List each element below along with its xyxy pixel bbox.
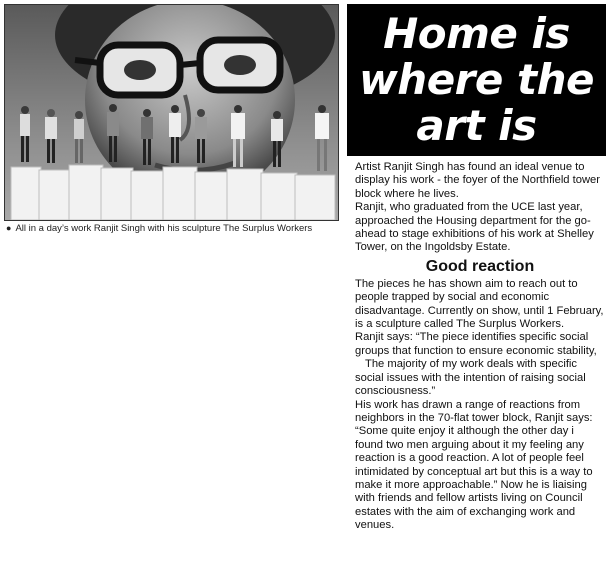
headline-line-2: where the: [359, 55, 594, 104]
body-paragraph-1: The pieces he has shown aim to reach out to people trapped by social and economic disadvantage. Currently on show, until 1 February, is a sculpture called The Surplus Workers.: [355, 277, 604, 331]
caption-text: All in a day’s work Ranjit Singh with his sculpture The Surplus Workers: [15, 223, 313, 234]
intro-paragraph-2: Ranjit, who graduated from the UCE last year, approached the Housing department for the go-ahead to stage exhibitions of his work at Shelley Tower, on the Ingoldsby Estate.: [355, 201, 594, 254]
section-subhead: Good reaction: [425, 257, 535, 275]
headline-box: [347, 4, 606, 156]
intro-paragraph-1: Artist Ranjit Singh has found an ideal venue to display his work - the foyer of the Northfield tower block where he lives.: [355, 161, 600, 200]
article-body: [355, 161, 605, 533]
caption-bullet-icon: ●: [6, 223, 12, 233]
body-paragraph-4: His work has drawn a range of reactions from neighbors in the 70-flat tower block, Ranjit says: “Some quite enjoy it although the other day i found two men arguing about it my feeling any reaction is a good reaction. A lot of people feel intimidated by conceptual art but this is a way to make it more approachable.” Now he is liaising with friends and fellow artists living on Council estates with the aim of exchanging work and venues.: [355, 398, 593, 532]
photo-caption: [6, 222, 336, 235]
sculpture-photo-illustration: [5, 5, 338, 220]
headline-line-3: art is: [416, 101, 537, 150]
body-paragraph-2: Ranjit says: “The piece identifies specific social groups that function to ensure economic stability,: [355, 331, 597, 357]
headline-line-1: Home is: [383, 9, 570, 58]
body-paragraph-3: The majority of my work deals with specific social issues with the intention of raising social consciousness.”: [355, 358, 586, 398]
article-photo: [4, 4, 339, 221]
